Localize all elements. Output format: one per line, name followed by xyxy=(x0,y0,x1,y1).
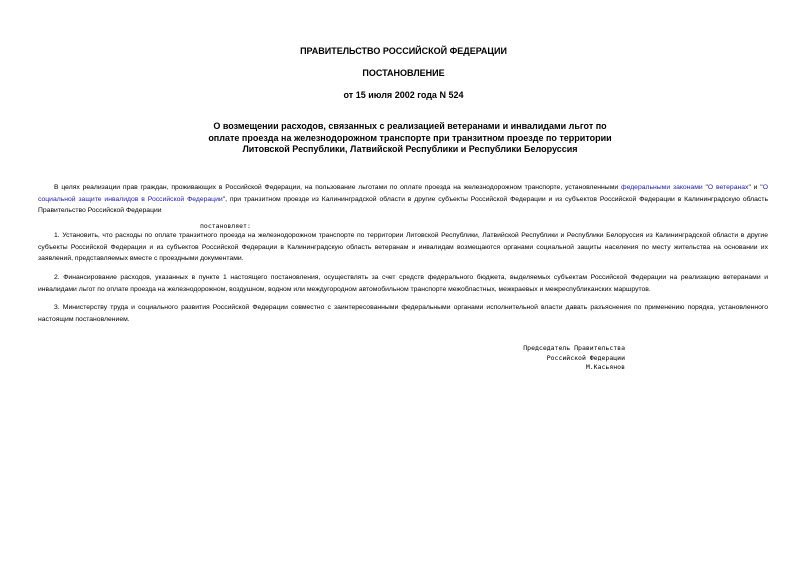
signature-name: М.Касьянов xyxy=(585,363,625,371)
paragraph-1: 1. Установить, что расходы по оплате транзитного проезда на железнодорожном транспорте по территории Литовской Республики, Латвийской Республики и Республики Белоруссия из Калининградской области в другие субъекты Российской Федерации и из субъектов Российской Федерации в Калининградскую область ветеранам и инвалидам возмещаются органами социальной защиты населения по месту жительства на основании их заявлений, представляемых вместе с проездными документами. xyxy=(38,232,768,262)
federal-laws-link[interactable]: федеральными законами xyxy=(620,184,703,191)
government-heading: ПРАВИТЕЛЬСТВО РОССИЙСКОЙ ФЕДЕРАЦИИ xyxy=(300,46,507,56)
intro-text-1: В целях реализации прав граждан, проживающих в Российской Федерации, на пользование льготами по оплате проезда на железнодорожном транспорте, установленными xyxy=(54,184,621,191)
signature-block xyxy=(0,344,625,373)
intro-text-2: " xyxy=(702,184,708,191)
paragraph-3: 3. Министерству труда и социального развития Российской Федерации совместно с заинтересованными федеральными органами исполнительной власти давать разъяснения по применению порядка, установленного настоящим постановлением. xyxy=(38,304,768,323)
signature-country: Российской Федерации xyxy=(546,353,625,362)
veterans-law-link[interactable]: О ветеранах xyxy=(707,184,749,191)
document-date-number: от 15 июля 2002 года N 524 xyxy=(343,90,464,100)
intro-text-4: ", при транзитном проезде из Калининградской области в другие субъекты Российской Федерации и из субъектов Российской Федерации в Калининградскую область Правительство Российской Федерации xyxy=(38,195,768,214)
document-type-heading: ПОСТАНОВЛЕНИЕ xyxy=(362,68,445,78)
signature-position: Председатель Правительства xyxy=(523,344,625,352)
intro-paragraph xyxy=(38,182,768,217)
paragraph-2: 2. Финансирование расходов, указанных в пункте 1 настоящего постановления, осуществлять за счет средств федерального бюджета, выделяемых субъектам Российской Федерации на реализацию ветеранами и инвалидами льгот по оплате проезда на железнодорожном, воздушном, водном или междугородном автомобильном транспорте межобластных, межкраевых и межреспубликанских маршрутов. xyxy=(38,274,768,293)
disabled-protection-law-link[interactable]: О социальной защите инвалидов в Российской Федерации xyxy=(38,184,768,203)
intro-text-3: " и " xyxy=(748,184,763,191)
document-title: О возмещении расходов, связанных с реализацией ветеранами и инвалидами льгот по оплате проезда на железнодорожном транспорте при транзитном проезде по территории Литовской Республики, Латвийской Республики и Республики Белоруссия xyxy=(208,121,612,154)
resolves-label: постановляет: xyxy=(200,222,251,230)
